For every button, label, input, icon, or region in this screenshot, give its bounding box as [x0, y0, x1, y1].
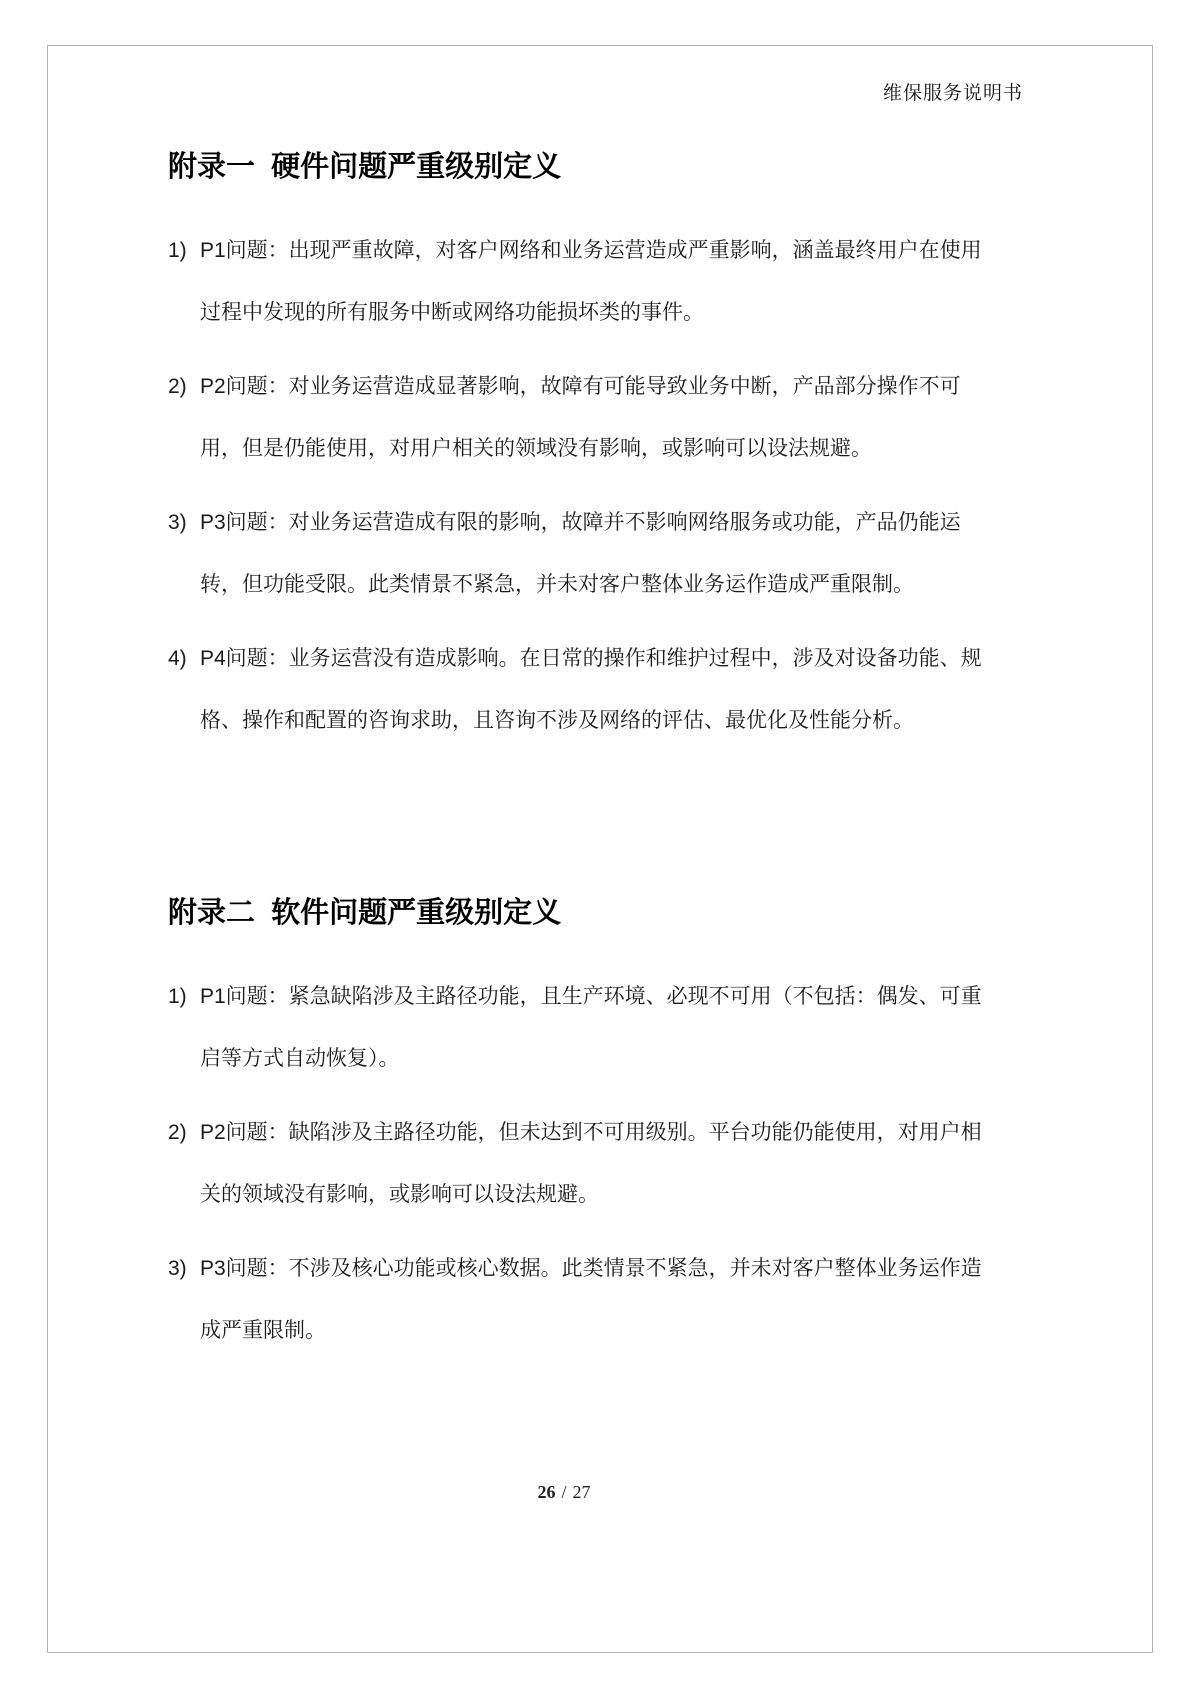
current-page-number: 26 — [537, 1482, 556, 1502]
total-page-number: 27 — [572, 1482, 591, 1502]
list-item-text — [200, 1102, 982, 1226]
list-item — [168, 1102, 982, 1226]
list-item-number: 3) — [168, 1257, 187, 1280]
list-item-number: 3) — [168, 511, 187, 534]
list-item-line: P2问题：对业务运营造成显著影响，故障有可能导致业务中断，产品部分操作不可 — [200, 375, 961, 398]
list-item-number: 2) — [168, 375, 187, 398]
list-item — [168, 1238, 982, 1362]
page-number-separator: / — [561, 1482, 567, 1502]
list-item — [168, 356, 968, 480]
appendix-2-list — [168, 966, 982, 1362]
appendix-2-heading: 附录二 软件问题严重级别定义 — [168, 897, 562, 929]
list-item — [168, 492, 968, 616]
page-number — [168, 1482, 960, 1503]
list-item-line: P2问题：缺陷涉及主路径功能，但未达到不可用级别。平台功能仍能使用，对用户相 — [200, 1121, 982, 1144]
list-item-number: 4) — [168, 647, 187, 670]
list-item-line: 转，但功能受限。此类情景不紧急，并未对客户整体业务运作造成严重限制。 — [200, 573, 914, 596]
list-item-text — [200, 628, 982, 752]
list-item-line: P1问题：出现严重故障，对客户网络和业务运营造成严重影响，涵盖最终用户在使用 — [200, 239, 982, 262]
appendix-1-section — [168, 146, 982, 764]
list-item — [168, 220, 982, 344]
list-item-line: P4问题：业务运营没有造成影响。在日常的操作和维护过程中，涉及对设备功能、规 — [200, 647, 982, 670]
list-item-line: 格、操作和配置的咨询求助，且咨询不涉及网络的评估、最优化及性能分析。 — [200, 709, 914, 732]
appendix-1-list — [168, 220, 982, 752]
list-item-text — [200, 356, 968, 480]
list-item-line: P1问题：紧急缺陷涉及主路径功能，且生产环境、必现不可用（不包括：偶发、可重 — [200, 985, 982, 1008]
list-item-line: 启等方式自动恢复）。 — [200, 1047, 400, 1070]
list-item-number: 1) — [168, 239, 187, 262]
list-item-number: 2) — [168, 1121, 187, 1144]
list-item-line: 用，但是仍能使用，对用户相关的领域没有影响，或影响可以设法规避。 — [200, 437, 872, 460]
list-item-line: 过程中发现的所有服务中断或网络功能损坏类的事件。 — [200, 301, 704, 324]
list-item-text — [200, 492, 968, 616]
list-item-text — [200, 1238, 982, 1362]
list-item-line: P3问题：对业务运营造成有限的影响，故障并不影响网络服务或功能，产品仍能运 — [200, 511, 961, 534]
list-item — [168, 628, 982, 752]
list-item-line: 关的领域没有影响，或影响可以设法规避。 — [200, 1183, 599, 1206]
appendix-1-heading: 附录一 硬件问题严重级别定义 — [168, 151, 562, 183]
list-item-text — [200, 966, 982, 1090]
page-header-title: 维保服务说明书 — [882, 83, 1023, 104]
list-item — [168, 966, 982, 1090]
list-item-line: P3问题：不涉及核心功能或核心数据。此类情景不紧急，并未对客户整体业务运作造 — [200, 1257, 982, 1280]
list-item-number: 1) — [168, 985, 187, 1008]
appendix-2-section — [168, 892, 982, 1374]
list-item-text — [200, 220, 982, 344]
list-item-line: 成严重限制。 — [200, 1319, 326, 1342]
